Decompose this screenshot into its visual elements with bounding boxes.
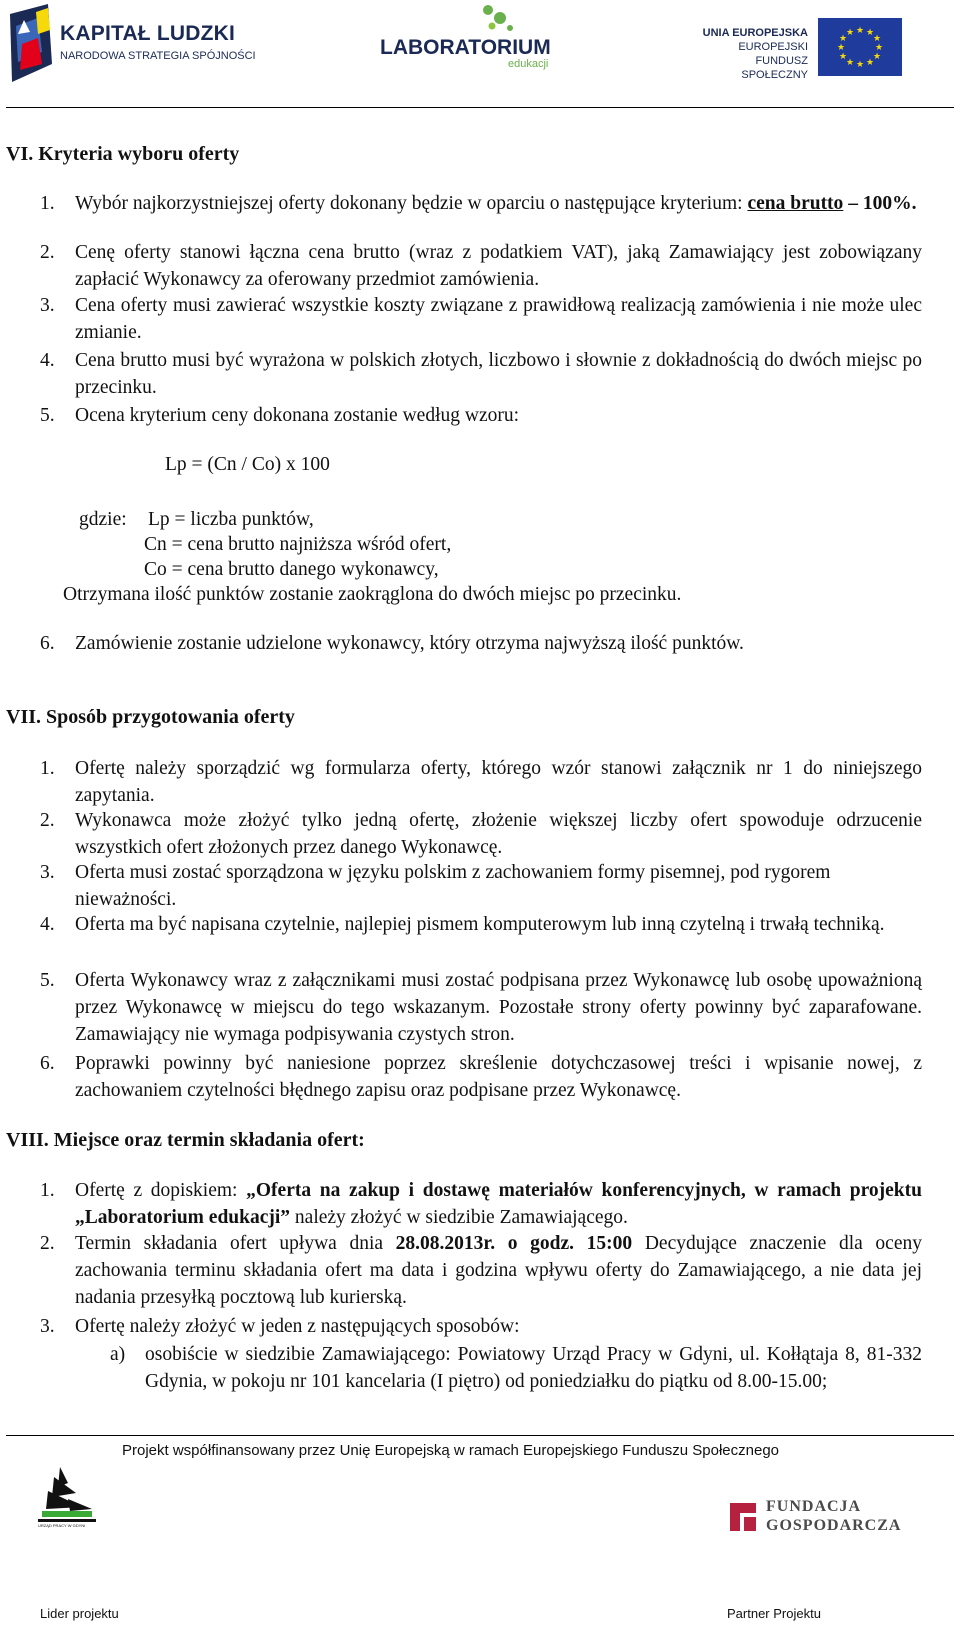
section-7-item-6: 6. Poprawki powinny być naniesione poprzez skreślenie dotychczasowej treści i wpisanie nowej, z zachowaniem czytelności błędnego zapisu oraz podpisane przez Wykonawcę. — [40, 1050, 922, 1104]
where-co: Co = cena brutto danego wykonawcy, — [144, 559, 439, 580]
partner-label: Partner Projektu — [727, 1606, 821, 1621]
laboratorium-subtitle: edukacji — [508, 58, 549, 70]
item-text: Ofertę należy sporządzić wg formularza oferty, którego wzór stanowi załącznik nr 1 do niniejszego zapytania. — [75, 758, 922, 806]
svg-text:★: ★ — [872, 52, 882, 62]
item-number: 1. — [40, 193, 55, 214]
section-7-item-3: 3. Oferta musi zostać sporządzona w języku polskim z zachowaniem formy pisemnej, pod rygorem nieważności. — [40, 859, 922, 913]
atom-dots-icon — [478, 4, 538, 38]
svg-text:★: ★ — [872, 34, 882, 44]
svg-text:★: ★ — [874, 43, 884, 53]
item-text: Ocena kryterium ceny dokonana zostanie według wzoru: — [75, 405, 520, 426]
section-7-item-1: 1. Ofertę należy sporządzić wg formularza oferty, którego wzór stanowi załącznik nr 1 do niniejszego zapytania. — [40, 755, 922, 809]
document-body — [0, 108, 960, 1433]
fundacja-line-1: FUNDACJA — [766, 1498, 862, 1515]
svg-text:★: ★ — [845, 58, 855, 68]
kapital-ludzki-emblem-icon — [8, 4, 56, 84]
svg-text:★: ★ — [838, 52, 848, 62]
item-text: Poprawki powinny być naniesione poprzez skreślenie dotychczasowej treści i wpisanie nowej, z zachowaniem czytelności błędnego zapisu oraz podpisane przez Wykonawcę. — [75, 1053, 922, 1101]
item-text: Zamówienie zostanie udzielone wykonawcy, który otrzyma najwyższą ilość punktów. — [75, 633, 744, 654]
item-text: Ofertę należy złożyć w jeden z następujących sposobów: — [75, 1316, 520, 1337]
urzad-pracy-logo — [38, 1463, 102, 1527]
section-6-heading: VI. Kryteria wyboru oferty — [6, 143, 240, 165]
section-7-item-2: 2. Wykonawca może złożyć tylko jedną ofertę, złożenie większej liczby ofert spowoduje odrzucenie wszystkich ofert złożonych przez danego Wykonawcę. — [40, 807, 922, 861]
criterion-bold: cena brutto — [747, 193, 844, 214]
item-text: Oferta Wykonawcy wraz z załącznikami musi zostać podpisana przez Wykonawcę lub osobę upoważnioną przez Wykonawcę w miejscu do tego wskazanym. Pozostałe strony oferty powinny być zaparafowane. Zamawiający nie wymaga podpisywania czystych stron. — [75, 970, 922, 1045]
item-text: Wybór najkorzystniejszej oferty dokonany będzie w oparciu o następujące kryterium: cena brutto – 100%. — [75, 193, 917, 214]
ship-icon — [38, 1463, 102, 1527]
section-6-item-4: 4. Cena brutto musi być wyrażona w polskich złotych, liczbowo i słownie z dokładnością do dwóch miejsc po przecinku. — [40, 347, 922, 401]
item-text: Wykonawca może złożyć tylko jedną ofertę, złożenie większej liczby ofert spowoduje odrzucenie wszystkich ofert złożonych przez danego Wykonawcę. — [75, 810, 922, 858]
item-text: Oferta ma być napisana czytelnie, najlepiej pismem komputerowym lub inną czytelną i trwałą techniką. — [75, 914, 885, 935]
item-text: Cenę oferty stanowi łączna cena brutto (wraz z podatkiem VAT), jaką Zamawiający jest zobowiązany zapłacić Wykonawcy za oferowany przedmiot zamówienia. — [75, 242, 922, 290]
fundacja-emblem-icon — [726, 1499, 760, 1535]
svg-text:★: ★ — [865, 58, 875, 68]
kapital-ludzki-subtitle: NARODOWA STRATEGIA SPÓJNOŚCI — [60, 50, 256, 62]
urzad-pracy-caption: URZĄD PRACY W GDYNI — [38, 1523, 86, 1528]
svg-text:★: ★ — [855, 26, 865, 36]
eu-line-1: UNIA EUROPEJSKA — [702, 27, 808, 39]
eu-line-2: EUROPEJSKI — [738, 41, 808, 53]
laboratorium-edukacji-logo — [380, 4, 580, 76]
item-text: Ofertę z dopiskiem: „Oferta na zakup i dostawę materiałów konferencyjnych, w ramach projektu „Laboratorium edukacji” należy złożyć w siedzibie Zamawiającego. — [75, 1180, 922, 1228]
item-text: Oferta musi zostać sporządzona w języku polskim z zachowaniem formy pisemnej, pod rygorem nieważności. — [75, 862, 831, 910]
section-6-item-1 — [40, 190, 922, 244]
cofinance-note: Projekt współfinansowany przez Unię Europejską w ramach Europejskiego Funduszu Społecznego — [122, 1442, 780, 1459]
section-8-item-3: 3. Ofertę należy złożyć w jeden z następujących sposobów: — [40, 1313, 922, 1340]
footer-divider — [6, 1435, 954, 1436]
fundacja-line-2: GOSPODARCZA — [766, 1517, 902, 1534]
section-6-item-5: 5. Ocena kryterium ceny dokonana zostanie według wzoru: — [40, 402, 922, 429]
section-8-item-1: 1. Ofertę z dopiskiem: „Oferta na zakup i dostawę materiałów konferencyjnych, w ramach projektu „Laboratorium edukacji” należy złożyć w siedzibie Zamawiającego. — [40, 1177, 922, 1231]
svg-text:★: ★ — [845, 28, 855, 38]
svg-text:★: ★ — [836, 43, 846, 53]
lider-label: Lider projektu — [40, 1606, 119, 1621]
item-text: Cena brutto musi być wyrażona w polskich złotych, liczbowo i słownie z dokładnością do dwóch miejsc po przecinku. — [75, 350, 922, 398]
fundacja-text — [766, 1497, 901, 1535]
section-8-heading: VIII. Miejsce oraz termin składania ofert: — [6, 1129, 365, 1151]
kapital-ludzki-logo — [8, 4, 256, 86]
item-text: Cena oferty musi zawierać wszystkie koszty związane z prawidłową realizacją zamówienia i nie może ulec zmianie. — [75, 295, 922, 343]
deadline-bold: 28.08.2013r. o godz. 15:00 — [395, 1233, 633, 1254]
eu-fund-logo — [690, 14, 940, 80]
page-header — [0, 0, 960, 108]
section-8-item-2: 2. Termin składania ofert upływa dnia 28.08.2013r. o godz. 15:00 Decydujące znaczenie dla oceny zachowania terminu składania ofert ma data i godzina wpływu oferty do Zamawiającego, a nie data jej nadania przesyłką pocztową lub kurierską. — [40, 1230, 922, 1311]
item-text: osobiście w siedzibie Zamawiającego: Powiatowy Urząd Pracy w Gdyni, ul. Kołłątaja 8, 81-332 Gdynia, w pokoju nr 101 kancelaria (I piętro) od poniedziałku do piątku od 8.00-15.00; — [145, 1344, 922, 1392]
fundacja-gospodarcza-logo — [726, 1497, 906, 1541]
eu-line-3: FUNDUSZ SPOŁECZNY — [741, 55, 808, 81]
section-7-heading: VII. Sposób przygotowania oferty — [6, 706, 295, 728]
section-6-item-2: 2. Cenę oferty stanowi łączna cena brutto (wraz z podatkiem VAT), jaką Zamawiający jest zobowiązany zapłacić Wykonawcy za oferowany przedmiot zamówienia. — [40, 239, 922, 293]
kapital-ludzki-title: KAPITAŁ LUDZKI — [60, 22, 236, 45]
svg-text:★: ★ — [865, 28, 875, 38]
offer-label-bold: „Oferta na zakup i dostawę materiałów konferencyjnych, w ramach projektu „Laboratorium edukacji” — [75, 1180, 922, 1228]
svg-text:★: ★ — [838, 34, 848, 44]
eu-flag-icon — [818, 18, 902, 76]
where-label: gdzie: — [79, 509, 127, 530]
section-7-item-4: 4. Oferta ma być napisana czytelnie, najlepiej pismem komputerowym lub inną czytelną i trwałą techniką. — [40, 911, 922, 965]
svg-text:★: ★ — [855, 60, 865, 70]
section-8-subitem-a: a) osobiście w siedzibie Zamawiającego: Powiatowy Urząd Pracy w Gdyni, ul. Kołłątaja 8, 81-332 Gdynia, w pokoju nr 101 kancelaria (I piętro) od poniedziałku do piątku od 8.00-15.00; — [110, 1341, 922, 1422]
section-7-item-5: 5. Oferta Wykonawcy wraz z załącznikami musi zostać podpisana przez Wykonawcę lub osobę upoważnioną przez Wykonawcę w miejscu do tego wskazanym. Pozostałe strony oferty powinny być zaparafowane. Zamawiający nie wymaga podpisywania czystych stron. — [40, 967, 922, 1048]
item-text: Termin składania ofert upływa dnia 28.08.2013r. o godz. 15:00 Decydujące znaczenie dla oceny zachowania terminu składania ofert ma data i godzina wpływu oferty do Zamawiającego, a nie data jej nadania przesyłką pocztową lub kurierską. — [75, 1233, 922, 1308]
eu-fund-text — [690, 26, 808, 82]
formula: Lp = (Cn / Co) x 100 — [165, 454, 330, 475]
where-cn: Cn = cena brutto najniższa wśród ofert, — [144, 534, 452, 555]
section-6-item-3: 3. Cena oferty musi zawierać wszystkie koszty związane z prawidłową realizacją zamówienia i nie może ulec zmianie. — [40, 292, 922, 346]
laboratorium-title: LABORATORIUM — [380, 36, 551, 59]
rounding-note: Otrzymana ilość punktów zostanie zaokrąglona do dwóch miejsc po przecinku. — [63, 584, 682, 605]
where-lp: Lp = liczba punktów, — [148, 509, 314, 530]
page-footer — [0, 1433, 960, 1627]
section-6-item-6: 6. Zamówienie zostanie udzielone wykonawcy, który otrzyma najwyższą ilość punktów. — [40, 630, 922, 657]
